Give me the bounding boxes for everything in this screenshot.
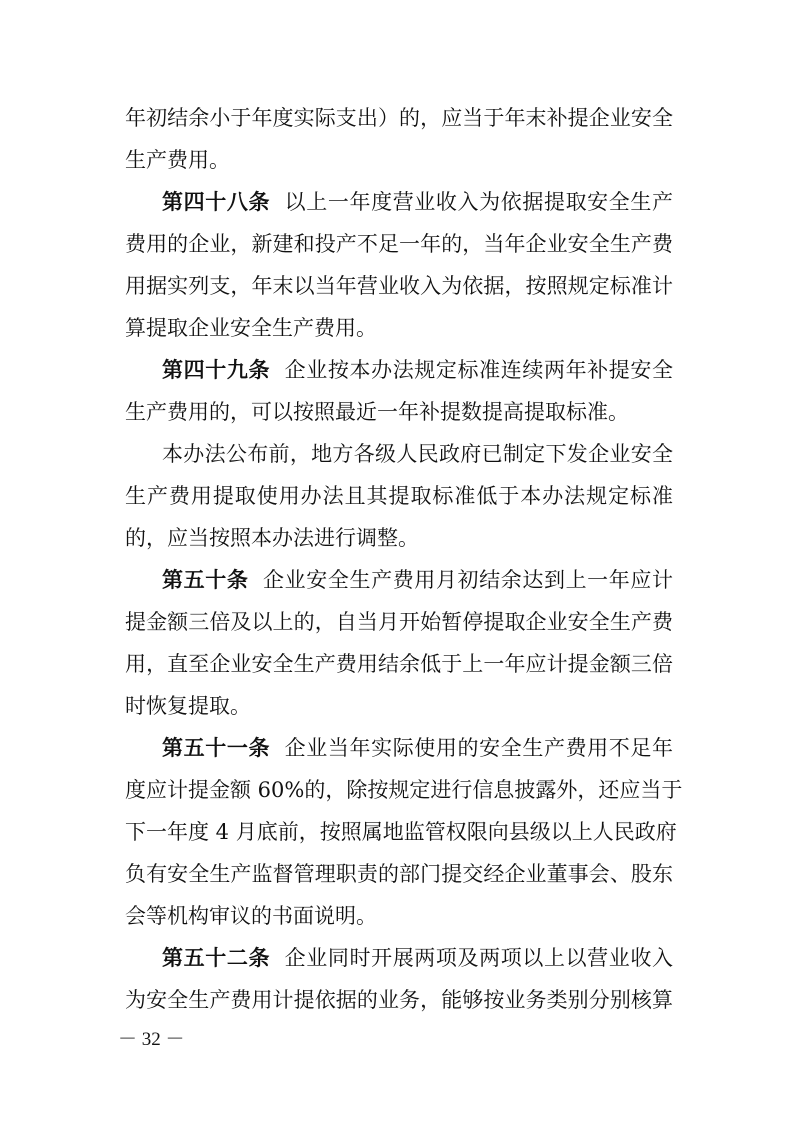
article-heading: 第四十九条 xyxy=(162,358,271,382)
paragraph-line: 负有安全生产监督管理职责的部门提交经企业董事会、股东 xyxy=(125,862,673,886)
paragraph-line: 第四十八条 以上一年度营业收入为依据提取安全生产 xyxy=(162,190,674,214)
paragraph-line: 用据实列支，年末以当年营业收入为依据，按照规定标准计 xyxy=(125,274,673,298)
paragraph-line: 提金额三倍及以上的，自当月开始暂停提取企业安全生产费 xyxy=(125,610,673,634)
paragraph-line: 费用的企业，新建和投产不足一年的，当年企业安全生产费 xyxy=(125,232,673,256)
paragraph-line: 第五十条 企业安全生产费用月初结余达到上一年应计 xyxy=(162,568,674,592)
paragraph-line: 时恢复提取。 xyxy=(125,694,251,718)
paragraph-line: 会等机构审议的书面说明。 xyxy=(125,904,377,928)
paragraph-line: 算提取企业安全生产费用。 xyxy=(125,316,377,340)
paragraph-line: 下一年度 4 月底前，按照属地监管权限向县级以上人民政府 xyxy=(125,820,677,844)
page-number: － 32 － xyxy=(118,1029,185,1050)
paragraph-line: 度应计提金额 60%的，除按规定进行信息披露外，还应当于 xyxy=(125,778,683,802)
paragraph-line: 第五十一条 企业当年实际使用的安全生产费用不足年 xyxy=(162,736,674,760)
paragraph-line: 的，应当按照本办法进行调整。 xyxy=(125,526,419,550)
paragraph-line: 生产费用。 xyxy=(125,148,230,172)
article-heading: 第五十一条 xyxy=(162,736,271,760)
article-heading: 第五十条 xyxy=(162,568,249,592)
article-heading: 第五十二条 xyxy=(162,946,271,970)
paragraph-line: 第四十九条 企业按本办法规定标准连续两年补提安全 xyxy=(162,358,674,382)
paragraph-line: 生产费用的，可以按照最近一年补提数提高提取标准。 xyxy=(125,400,629,424)
paragraph-line: 年初结余小于年度实际支出）的，应当于年末补提企业安全 xyxy=(125,106,673,130)
paragraph-line: 为安全生产费用计提依据的业务，能够按业务类别分别核算 xyxy=(125,988,673,1012)
paragraph-line: 本办法公布前，地方各级人民政府已制定下发企业安全 xyxy=(162,442,673,466)
paragraph-line: 生产费用提取使用办法且其提取标准低于本办法规定标准 xyxy=(125,484,673,508)
paragraph-line: 第五十二条 企业同时开展两项及两项以上以营业收入 xyxy=(162,946,674,970)
article-heading: 第四十八条 xyxy=(162,190,271,214)
paragraph-line: 用，直至企业安全生产费用结余低于上一年应计提金额三倍 xyxy=(125,652,673,676)
